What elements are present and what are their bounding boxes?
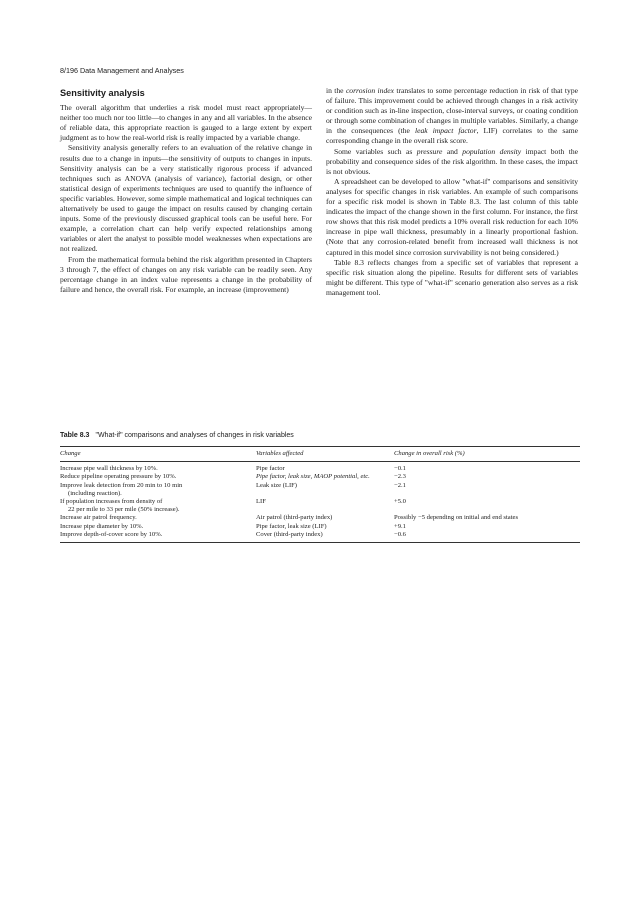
right-column (326, 86, 578, 298)
table-cell: LIF (256, 498, 266, 506)
column-header: Change in overall risk (%) (394, 447, 580, 462)
table-cell: Increase pipe wall thickness by 10%. (60, 465, 158, 473)
paragraph: Sensitivity analysis generally refers to an evaluation of the relative change in results due to a change in inputs—the sensitivity of outputs to changes in inputs. Sensitivity analysis can be a very statistically rigorous process if advanced techniques such as ANOVA (analysis of variance), factorial design, or other statistical design of experiments techniques are used to quantify the influence of specific variables. However, some simple mathematical and logical techniques can alternatively be used to gauge the impact on results caused by changing certain inputs. Some of the previously discussed graphical tools can be useful here. For example, a correlation chart can help verify expected relationships among variables or alert the analyst to possible model weaknesses when expectations are not realized. (60, 143, 312, 254)
table-cell: If population increases from density of 22 per mile to 33 per mile (50% increase). (60, 498, 180, 514)
table-number: Table 8.3 (60, 432, 90, 439)
running-head: 8/196 Data Management and Analyses (60, 66, 184, 75)
left-column (60, 86, 312, 295)
paragraph: The overall algorithm that underlies a risk model must react appropriately—neither too much nor too little—to changes in any and all variables. In the absence of reliable data, this appropriate reaction is gauged to a large extent by expert judgment as to how the real-world risk is really impacted by a variable change. (60, 103, 312, 143)
section-heading: Sensitivity analysis (60, 88, 145, 98)
table-cell: Improve depth-of-cover score by 10%. (60, 531, 256, 543)
table-row (60, 482, 580, 498)
table-cell: +5.0 (394, 498, 406, 506)
table-cell: −2.1 (394, 481, 406, 489)
table-row (60, 462, 580, 474)
table-cell: Improve leak detection from 20 min to 10 min (including reaction). (60, 481, 183, 497)
table-title: "What-if" comparisons and analyses of changes in risk variables (95, 432, 294, 439)
table-row (60, 523, 580, 531)
table-caption (60, 432, 294, 439)
table-cell: Pipe factor, leak size (LIF) (256, 522, 327, 530)
table-cell: Pipe factor (256, 465, 285, 473)
paragraph: Some variables such as pressure and population density impact both the probability and consequence sides of the risk algorithm. In these cases, the impact is not obvious. (326, 146, 578, 176)
paragraph: From the mathematical formula behind the risk algorithm presented in Chapters 3 through 7, the effect of changes on any risk variable can be readily seen. Any percentage change in an index value represents a change in the probability of failure and hence, the overall risk. For example, an increase (improvement) (60, 254, 312, 294)
table-cell: Increase air patrol frequency. (60, 514, 137, 522)
table-row (60, 473, 580, 481)
table-cell: Air patrol (third-party index) (256, 514, 333, 522)
table-cell: Increase pipe diameter by 10%. (60, 522, 144, 530)
table-header-row (60, 447, 580, 462)
table-cell: −0.1 (394, 465, 406, 473)
column-header: Variables affected (256, 447, 394, 462)
table-row (60, 498, 580, 514)
table-cell: Cover (third-party index) (256, 531, 394, 543)
table-cell: Pipe factor, leak size, MAOP potential, etc. (256, 473, 370, 481)
table-cell: −0.6 (394, 531, 580, 543)
risk-table (60, 446, 580, 543)
table-cell: Leak size (LIF) (256, 481, 298, 489)
table-cell: Possibly −5 depending on initial and end states (394, 514, 519, 522)
table-row (60, 531, 580, 543)
table-cell: −2.3 (394, 473, 406, 481)
paragraph: in the corrosion index translates to some percentage reduction in risk of that type of failure. This improvement could be achieved through changes in a risk activity or condition such as in-line inspection, close-interval surveys, or coating condition or through some combination of changes in multiple variables. Similarly, a change in the consequences (the leak impact factor, LIF) correlates to the same corresponding change in the overall risk score. (326, 86, 578, 146)
paragraph: A spreadsheet can be developed to allow "what-if" comparisons and sensitivity analyses for specific changes in risk variables. An example of such comparisons for a specific risk model is shown in Table 8.3. The last column of this table indicates the impact of the change shown in the first column. For instance, the first row shows that this risk model predicts a 10% overall risk reduction for each 10% increase in pipe wall thickness, presumably in a linearly proportional fashion. (Note that any corrosion-related benefit from increased wall thickness is not captured in this model since corrosion survivability is not being considered.) (326, 176, 578, 257)
table-cell: Reduce pipeline operating pressure by 10%. (60, 473, 177, 481)
table-row (60, 514, 580, 522)
column-header: Change (60, 447, 256, 462)
table-cell: +9.1 (394, 522, 406, 530)
paragraph: Table 8.3 reflects changes from a specific set of variables that represent a specific risk situation along the pipeline. Results for different sets of variables might be different. This type of "what-if" scenario generation also serves as a risk management tool. (326, 257, 578, 297)
